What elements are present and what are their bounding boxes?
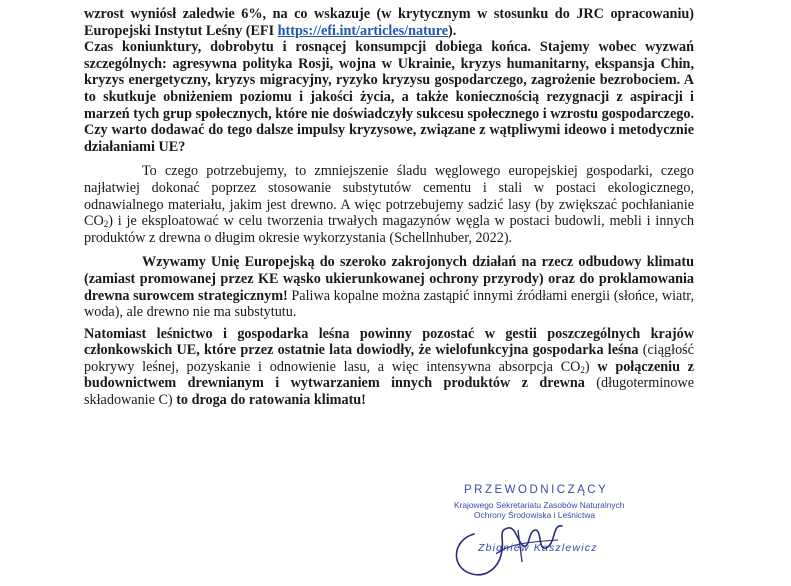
forestry-normal-1: (ciągłość pokrywy leśnej, pozyskanie i odnowienie lasu, a więc intensywna absorpcja CO [84,342,694,375]
stamp-line-1: Krajowego Sekretariatu Zasobów Naturalnych [454,500,625,510]
forestry-bold-1: Natomiast leśnictwo i gospodarka leśna powinny pozostać w gestii poszczególnych krajów członkowskich UE, które przez ostatnie lata dowiodły, że wielofunkcyjna gospodarka leśna [84,325,694,359]
forestry-normal-3: (długoterminowe składowanie C) [84,375,694,409]
efi-text-tail: ). [448,22,457,39]
forestry-bold-3: to droga do ratowania klimatu! [172,392,366,409]
signature-icon [438,484,638,584]
co2-subscript: 2 [103,219,109,230]
appeal-normal: Paliwa kopalne można zastąpić innymi źródłami energii (słońce, wiatr, woda), ale drewno nie ma substytutu. [84,287,694,321]
paragraph-needs [84,163,694,246]
letter-body [84,6,694,409]
stamp-line-2: Ochrony Środowiska i Leśnictwa [474,510,596,520]
paragraph-efi [84,6,694,39]
co2-subscript: 2 [580,364,585,375]
needs-text-b: ) i je eksploatować w celu tworzenia trwałych magazynów węgla w postaci budowli, mebli i innych produktów z drewna o długim okresie wykorzystania (Schellnhuber, 2022). [84,213,694,246]
stamp-title: PRZEWODNICZĄCY [464,484,609,496]
stamp-name: Zbigniew Kaszlewicz [478,542,598,554]
efi-link[interactable]: https://efi.int/articles/nature [277,22,449,39]
forestry-bold-2: w połączeniu z budownictwem drewnianym i wytwarzaniem innych produktów z drewna [84,358,694,392]
appeal-bold: Wzywamy Unię Europejską do szeroko zakrojonych działań na rzecz odbudowy klimatu (zamiast promowanej przez KE wąsko ukierunkowanej ochrony przyrody) oraz do proklamowania drewna surowcem strategicznym! [84,254,694,304]
paragraph-appeal [84,254,694,320]
paragraph-crisis: Czas koniunktury, dobrobytu i rosnącej konsumpcji dobiega końca. Stajemy wobec wyzwań szczególnych: agresywna polityka Rosji, wojna w Ukrainie, kryzys humanitarny, ekspansja Chin, kryzys energetyczny, kryzys migracyjny, ryzyko kryzysu gospodarczego, zagrożenie bezrobociem. A to skutkuje obniżeniem poziomu i jakości życia, a także koniecznością rezygnacji z aspiracji i marzeń tych grup społecznych, które nie doświadczyły sukcesu społecznego i wzrostu gospodarczego. Czy warto dodawać do tego dalsze impulsy kryzysowe, związane z wątpliwymi ideowo i metodycznie działaniami UE? [84,39,694,155]
efi-text: wzrost wyniósł zaledwie 6%, na co wskazuje (w krytycznym w stosunku do JRC opracowaniu) Europejski Instytut Leśny (EFI [84,6,694,39]
forestry-normal-2: ) [584,358,590,375]
needs-text-a: To czego potrzebujemy, to zmniejszenie śladu węglowego europejskiej gospodarki, czego najłatwiej dokonać poprzez stosowanie substytutów cementu i stali w postaci ekologicznego, odnawialnego materiału, jakim jest drewno. A więc potrzebujemy sadzić lasy (by zwiększać pochłanianie CO [84,163,694,230]
official-stamp [438,484,638,584]
paragraph-forestry [84,326,694,409]
